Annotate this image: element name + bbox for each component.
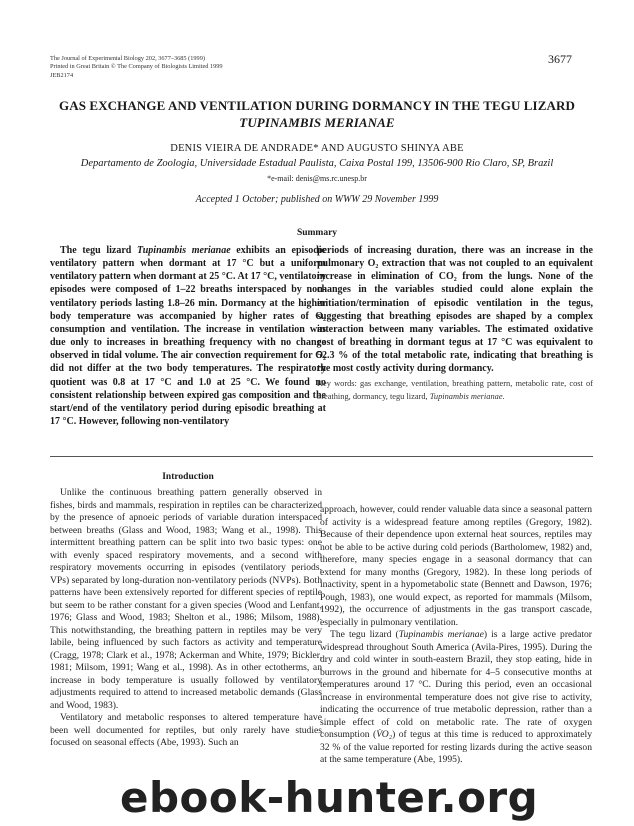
- species-name: Tupinambis merianae: [137, 245, 231, 256]
- title-line-1: GAS EXCHANGE AND VENTILATION DURING DORMANCY IN THE TEGU LIZARD: [59, 98, 575, 113]
- introduction-right-column: [320, 504, 592, 767]
- species-name: Tupinambis merianae: [398, 629, 484, 640]
- title-line-2: TUPINAMBIS MERIANAE: [239, 115, 395, 130]
- journal-article-code: JEB2174: [50, 71, 74, 79]
- watermark: ebook-hunter.org: [120, 773, 539, 822]
- affiliation: Departamento de Zoologia, Universidade Estadual Paulista, Caixa Postal 199, 13506-900 Rio Claro, SP, Brazil: [80, 158, 554, 169]
- page-number: 3677: [548, 52, 572, 66]
- journal-citation: The Journal of Experimental Biology 202, 3677–3685 (1999): [50, 55, 205, 62]
- summary-paragraph-right: periods of increasing duration, there was an increase in the pulmonary O₂ extraction that was not coupled to an equivalent increase in elimination of CO₂ from the lungs. None of the changes in the variables studied could alone explain the initiation/termination of episodic ventilation in the tegus, suggesting that breathing episodes are shaped by a complex interaction between many variables. The estimated oxidative cost of breathing in dormant tegus at 17 °C was equivalent to 52.3 % of the total metabolic rate, indicating that breathing is the most costly activity during dormancy.: [317, 245, 593, 375]
- author-email: *e-mail: denis@ms.rc.unesp.br: [267, 174, 367, 183]
- vo2-symbol: V̇O₂: [376, 729, 393, 740]
- accepted-date: Accepted 1 October; published on WWW 29 November 1999: [195, 194, 439, 205]
- introduction-heading: Introduction: [162, 472, 214, 482]
- introduction-left-column: [50, 487, 322, 750]
- keyword-species: Tupinambis merianae: [429, 391, 503, 401]
- intro-paragraph-3: approach, however, could render valuable data since a seasonal pattern of activity is a widespread feature among reptiles (Gregory, 1982). Because of their dependence upon external heat sources, reptiles may not be able to be active during cold periods (Bartholomew, 1982) and, therefore, many species engage in a seasonal dormancy that can extend for many months (Gregory, 1982). In these long periods of inactivity, spent in a hypometabolic state (Bennett and Dawson, 1976; Pough, 1983), one would expect, as reported for mammals (Milsom, 1992), the occurrence of adjustments in the gas transport cascade, especially in pulmonary ventilation.: [320, 504, 592, 628]
- section-divider: [50, 456, 593, 457]
- intro-paragraph-2: Ventilatory and metabolic responses to altered temperature have been well documented for reptiles, but only rarely have studies focused on seasonal effects (Abe, 1993). Such an: [50, 712, 322, 748]
- summary-paragraph-left: The tegu lizard Tupinambis merianae exhibits an episodic ventilatory pattern when dormant at 17 °C but a uniform ventilatory pattern when dormant at 25 °C. At 17 °C, ventilatory episodes were composed of 1–22 breaths interspaced by non-ventilatory periods lasting 1.8–26 min. Dormancy at the higher body temperature was accompanied by higher rates of O₂ consumption and ventilation. The increase in ventilation was due only to increases in breathing frequency with no change observed in tidal volume. The air convection requirement for O₂ did not differ at the two body temperatures. The respiratory quotient was 0.8 at 17 °C and 1.0 at 25 °C. We found no consistent relationship between expired gas composition and the start/end of the ventilatory period during episodic breathing at 17 °C. However, following non-ventilatory: [50, 245, 326, 428]
- authors: DENIS VIEIRA DE ANDRADE* AND AUGUSTO SHINYA ABE: [170, 143, 464, 154]
- summary-heading: Summary: [296, 228, 338, 238]
- summary-left-column: [50, 244, 326, 428]
- keywords: Key words: gas exchange, ventilation, breathing pattern, metabolic rate, cost of breathing, dormancy, tegu lizard, Tupinambis merianae.: [317, 379, 593, 401]
- journal-copyright: Printed in Great Britain © The Company of Biologists Limited 1999: [50, 63, 223, 71]
- paper-title: [40, 97, 594, 131]
- summary-right-column: [317, 244, 593, 376]
- intro-paragraph-4: The tegu lizard (Tupinambis merianae) is a large active predator widespread throughout South America (Avila-Pires, 1995). During the dry and cold winter in south-eastern Brazil, they stop eating, hide in burrows in the ground and hibernate for 4–5 consecutive months at temperatures around 17 °C. During this period, even an occasional increase in environmental temperature does not give rise to activity, indicating the occurrence of true metabolic depression, rather than a simple effect of cold on metabolic rate. The rate of oxygen consumption (V̇O₂) of tegus at this time is reduced to approximately 32 % of the value reported for resting lizards during the active season at the same temperature (Abe, 1995).: [320, 629, 592, 765]
- intro-paragraph-1: Unlike the continuous breathing pattern generally observed in fishes, birds and mammals, respiration in reptiles can be characterized by the presence of apnoeic periods of variable duration interspaced between breaths (Glass and Wood, 1983; Wang et al., 1998). This intermittent breathing pattern can be split into two basic types: one with evenly spaced respiratory movements, and a second with respiratory movements occurring in episodes (ventilatory periods, VPs) separated by long-duration non-ventilatory periods (NVPs). Both patterns have been extensively reported for different species of reptile but seem to be rather constant for a given species (Wood and Lenfant, 1976; Glass and Wood, 1983; Shelton et al., 1986; Milsom, 1988). This notwithstanding, the breathing pattern in reptiles may be very labile, being influenced by such factors as activity and temperature (Cragg, 1978; Clark et al., 1978; Ackerman and White, 1979; Bickler, 1981; Milsom, 1991; Wang et al., 1998). As in other ectotherms, an increase in body temperature is usually followed by ventilatory adjustments required to attend to increased metabolic demands (Glass and Wood, 1983).: [50, 487, 322, 711]
- journal-header: [50, 55, 223, 80]
